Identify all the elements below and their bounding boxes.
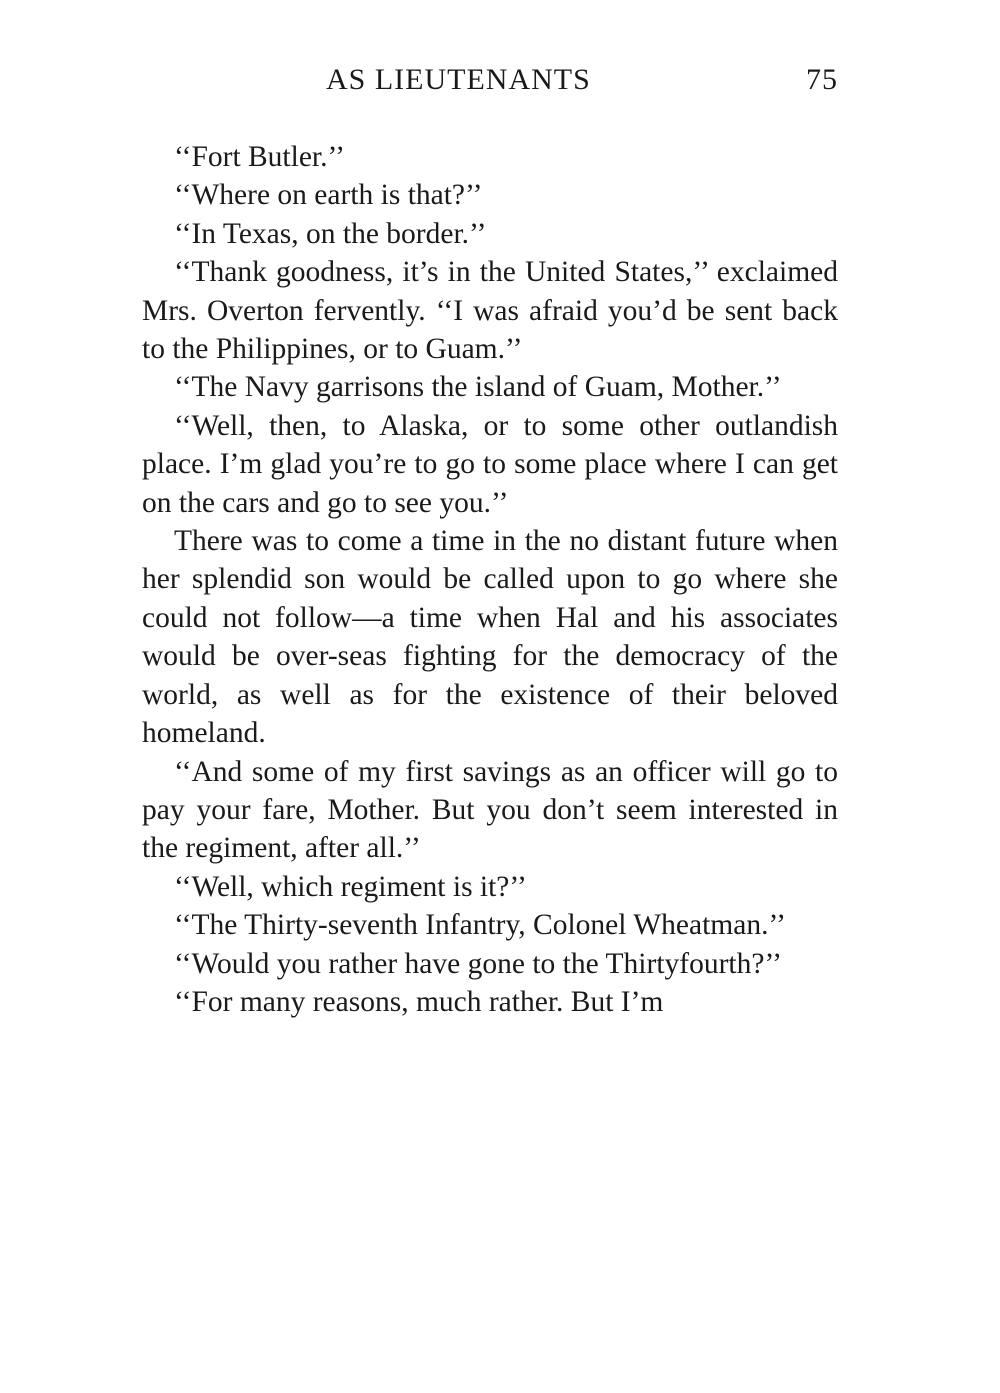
paragraph: ‘‘In Texas, on the border.’’	[174, 217, 487, 250]
page-number: 75	[806, 63, 838, 96]
page-body	[142, 138, 838, 1021]
paragraph: ‘‘Thank goodness, it’s in the United States,’’ exclaimed Mrs. Overton fervently. ‘‘I was afraid you’d be sent back to the Philippines, or to Guam.’’	[142, 256, 838, 366]
paragraph: ‘‘Where on earth is that?’’	[174, 179, 483, 212]
running-head: AS LIEUTENANTS	[326, 63, 591, 96]
paragraph: ‘‘Fort Butler.’’	[174, 141, 345, 173]
paragraph: ‘‘The Navy garrisons the island of Guam, Mother.’’	[174, 371, 782, 404]
paragraph: ‘‘Well, then, to Alaska, or to some other outlandish place. I’m glad you’re to go to some place where I can get on the cars and go to see you.’’	[142, 409, 838, 519]
paragraph: ‘‘Well, which regiment is it?’’	[174, 870, 527, 903]
book-page	[142, 58, 838, 1021]
paragraph: There was to come a time in the no distant future when her splendid son would be called upon to go where she could not follow—a time when Hal and his associates would be over-seas fighting for the democracy of the world, as well as for the existence of their beloved homeland.	[142, 525, 838, 750]
paragraph: ‘‘The Thirty-seventh Infantry, Colonel Wheatman.’’	[174, 909, 786, 942]
paragraph: ‘‘And some of my first savings as an officer will go to pay your fare, Mother. But you don’t seem interested in the regiment, after all.’’	[142, 755, 838, 865]
paragraph: ‘‘For many reasons, much rather. But I’m	[174, 985, 664, 1018]
page-header	[142, 58, 838, 102]
paragraph: ‘‘Would you rather have gone to the Thirtyfourth?’’	[174, 947, 782, 980]
